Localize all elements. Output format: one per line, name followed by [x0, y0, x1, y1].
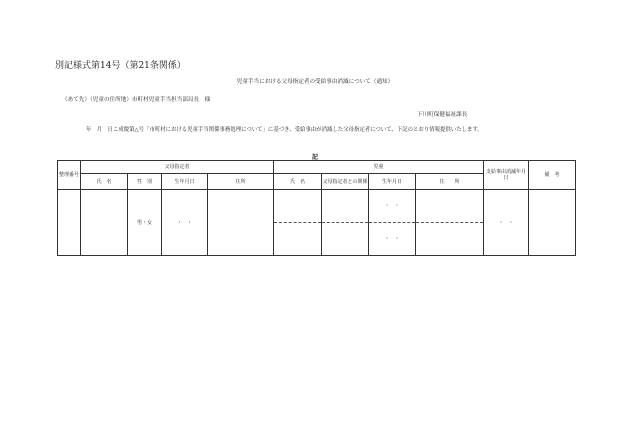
cell-parent-address [208, 190, 274, 256]
col-child-relation: 父母指定者との関係 [322, 174, 369, 190]
col-parent-sex: 性 別 [128, 174, 162, 190]
cell-child1-address [416, 190, 484, 223]
cell-cessation-date: ・ ・ [484, 190, 529, 256]
header-child: 児童 [274, 161, 484, 174]
document-title: 児童手当における父母指定者の受給事由消滅について（通知） [236, 79, 394, 85]
cell-parent-name [81, 190, 128, 256]
col-parent-dob: 生年月日 [162, 174, 208, 190]
col-child-dob: 生年月日 [369, 174, 416, 190]
header-parent-designee: 父母指定者 [81, 161, 274, 174]
ki-heading: 記 [311, 154, 318, 161]
addressee-line: （あて先）（児童の住所地）市町村児童手当担当部局長 様 [62, 97, 211, 103]
cell-child2-name [274, 223, 322, 256]
info-table [57, 160, 576, 256]
header-remarks: 備 考 [529, 161, 576, 190]
cell-management-number [58, 190, 81, 256]
header-cessation-date: 支給事由消滅年月日 [484, 161, 529, 190]
cell-child1-dob: ・ ・ [369, 190, 416, 223]
cell-child1-name [274, 190, 322, 223]
cell-parent-dob: ・ ・ [162, 190, 208, 256]
cell-child2-dob: ・ ・ [369, 223, 416, 256]
cell-child2-relation [322, 223, 369, 256]
body-text: 年 月 日こ成慶第△号「市町村における児童手当関係事務処理について」に基づき、受給事由が消滅した父母指定者について、下記のとおり情報提供いたします。 [86, 127, 483, 133]
cell-remarks [529, 190, 576, 256]
header-management-number: 整理番号 [58, 161, 81, 190]
form-number-label: 別記様式第14号（第21条関係） [55, 61, 186, 71]
cell-child1-relation [322, 190, 369, 223]
col-parent-name: 氏 名 [81, 174, 128, 190]
cell-parent-sex: 男・女 [128, 190, 162, 256]
col-parent-address: 住所 [208, 174, 274, 190]
sender-line: 下川町保健福祉課長 [417, 112, 468, 118]
col-child-address: 住 所 [416, 174, 484, 190]
cell-child2-address [416, 223, 484, 256]
col-child-name: 氏 名 [274, 174, 322, 190]
